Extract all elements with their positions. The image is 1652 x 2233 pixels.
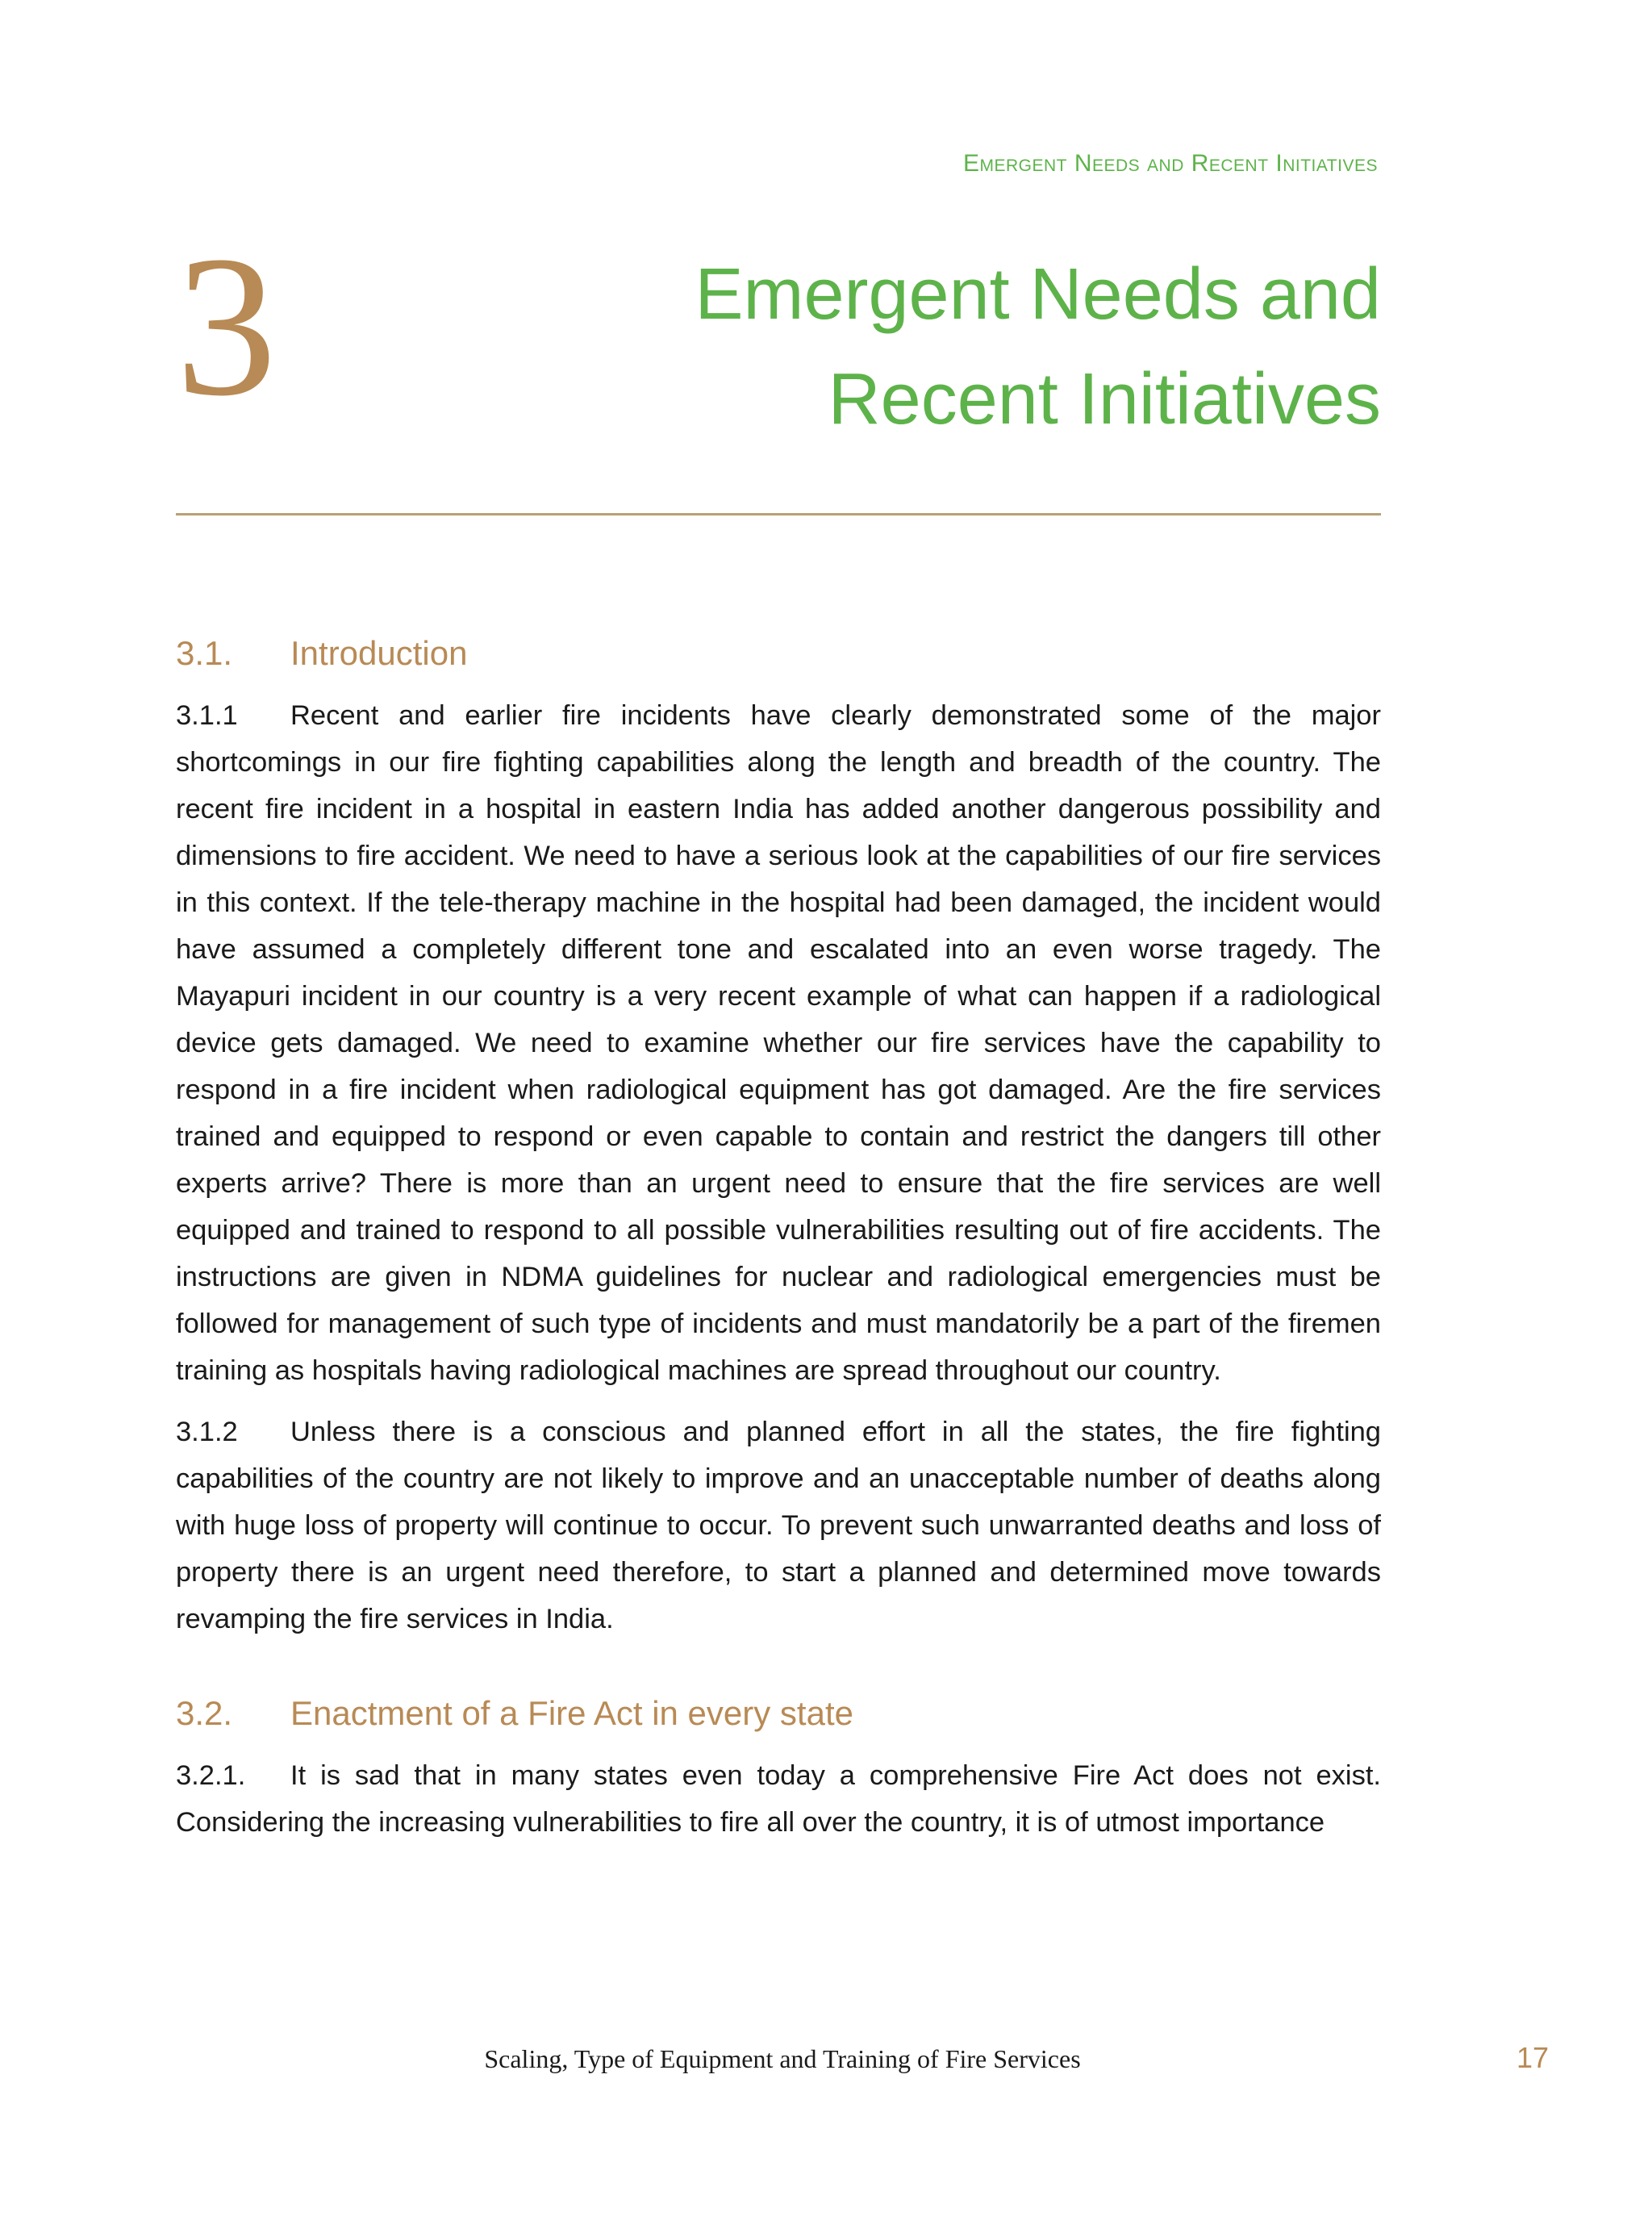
paragraph-number: 3.1.2 — [176, 1417, 238, 1447]
chapter-title — [574, 242, 1381, 452]
paragraph-text: Recent and earlier fire incidents have clearly demonstrated some of the major shortcomings in our fire fighting capabilities along the length and breadth of the country. The recent fire incident in a hospital in eastern India has added another dangerous possibility and dimensions to fire accident. We need to have a serious look at the capabilities of our fire services in this context. If the tele-therapy machine in the hospital had been damaged, the incident would have assumed a completely different tone and escalated into an even worse tragedy. The Mayapuri incident in our country is a very recent example of what can happen if a radiological device gets damaged. We need to examine whether our fire services have the capability to respond in a fire incident when radiological equipment has got damaged. Are the fire services trained and equipped to respond or even capable to contain and restrict the dangers till other experts arrive? There is more than an urgent need to ensure that the fire services are well equipped and trained to respond to all possible vulnerabilities resulting out of fire accidents. The instructions are given in NDMA guidelines for nuclear and radiological emergencies must be followed for management of such type of incidents and must mandatorily be a part of the firemen training as hospitals having radiological machines are spread throughout our country. — [176, 700, 1381, 1386]
page-number: 17 — [1516, 2041, 1549, 2074]
section-number: 3.1. — [176, 634, 233, 672]
paragraph-text: Unless there is a conscious and planned effort in all the states, the fire fighting capabilities of the country are not likely to improve and an unacceptable number of deaths along with huge loss of property will continue to occur. To prevent such unwarranted deaths and loss of property there is an urgent need therefore, to start a planned and determined move towards revamping the fire services in India. — [176, 1417, 1381, 1634]
paragraph-text: It is sad that in many states even today a comprehensive Fire Act does not exist. Considering the increasing vulnerabilities to fire all over the country, it is of utmost importance — [176, 1760, 1381, 1838]
chapter-number: 3 — [176, 215, 277, 438]
chapter-title-line-1: Emergent Needs and — [695, 254, 1381, 335]
paragraph-number: 3.2.1. — [176, 1760, 246, 1791]
paragraph-3-1-1 — [176, 692, 1381, 1394]
running-header: Emergent Needs and Recent Initiatives — [962, 150, 1378, 177]
paragraph-number: 3.1.1 — [176, 700, 238, 731]
section-number: 3.2. — [176, 1694, 233, 1732]
chapter-divider — [176, 513, 1381, 515]
section-heading-fire-act — [176, 1689, 1381, 1738]
paragraph-3-2-1 — [176, 1752, 1381, 1846]
paragraph-3-1-2 — [176, 1409, 1381, 1642]
document-body — [176, 629, 1381, 1860]
section-title: Introduction — [290, 634, 468, 672]
section-title: Enactment of a Fire Act in every state — [290, 1694, 853, 1732]
section-heading-introduction — [176, 629, 1381, 678]
footer-publication-title: Scaling, Type of Equipment and Training of Fire Services — [484, 2044, 1081, 2073]
chapter-title-line-2: Recent Initiatives — [828, 359, 1381, 440]
